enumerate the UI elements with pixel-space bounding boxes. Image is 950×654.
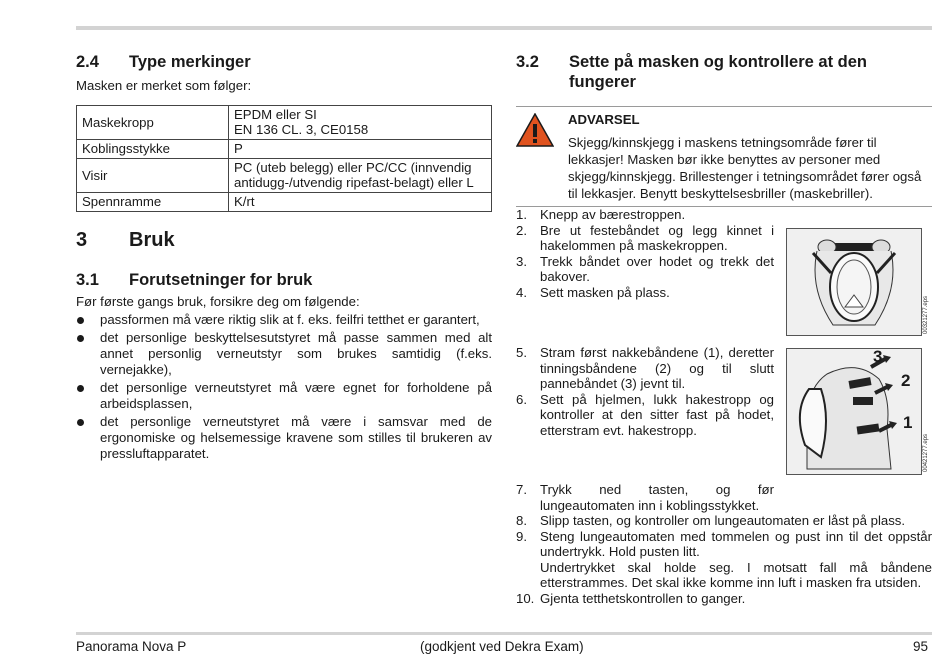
- right-column: [516, 52, 932, 207]
- steps-1-4: [516, 207, 774, 300]
- list-item: det personlige verneutstyret må være i samsvar med de ergonomiske og helsemessige kravene som stilles til brukeren av pressluftapparatet.: [76, 414, 492, 462]
- strap-tightening-figure: [786, 348, 922, 475]
- table-key: Maskekropp: [77, 106, 229, 140]
- warning-title: ADVARSEL: [568, 112, 640, 127]
- section-title: Sette på masken og kontrollere at den fungerer: [569, 53, 867, 91]
- footer-approval: (godkjent ved Dekra Exam): [420, 639, 584, 654]
- section-3-2-heading: [516, 52, 932, 92]
- table-row: [77, 193, 492, 212]
- list-item: passformen må være riktig slik at f. eks. feilfri tetthet er garantert,: [76, 312, 492, 328]
- table-row: [77, 159, 492, 193]
- step-note: Undertrykket skal holde seg. I motsatt fall må båndene etterstrammes. Det skal ikke komme inn luft i masken fra utsiden.: [540, 559, 932, 590]
- steps-5-6: [516, 345, 774, 438]
- list-item: det personlige verneutstyret må være egnet for forholdene på arbeidsplassen,: [76, 380, 492, 412]
- bullet-icon: [77, 335, 84, 342]
- list-item: det personlige beskyttelsesutstyret må passe sammen med alt annet personlig verneutstyr som brukes samtidig (f.eks. vernejakke),: [76, 330, 492, 378]
- figure-code: 00421277.eps: [923, 433, 929, 472]
- section-2-4-heading: [76, 52, 492, 72]
- list-item: 10. Gjenta tetthetskontrollen to ganger.: [516, 590, 746, 606]
- left-column: [76, 52, 492, 464]
- table-value: EPDM eller SI EN 136 CL. 3, CE0158: [229, 106, 492, 140]
- mask-donning-figure: [786, 228, 922, 336]
- bullet-icon: [77, 419, 84, 426]
- table-value: P: [229, 140, 492, 159]
- figure-label-3: 3: [873, 347, 883, 366]
- list-item: 6. Sett på hjelmen, lukk hakestropp og kontroller at den sitter fast på hodet, etterstram evt. hakestropp.: [516, 391, 774, 438]
- figure-code: 00321277.eps: [923, 295, 929, 334]
- figure-label-2: 2: [901, 371, 911, 390]
- prerequisite-list: [76, 312, 492, 462]
- list-item: 5. Stram først nakkebåndene (1), deretter tinningsbåndene (2) og til slutt pannebåndet (3) jevnt til.: [516, 345, 774, 391]
- list-item: 9. Steng lungeautomaten med tommelen og pust inn til det oppstår undertrykk. Hold pusten litt. Undertrykket skal holde seg. I motsatt fall må båndene etterstrammes. Det skal ikke komme inn luft i masken fra utsiden.: [516, 528, 932, 590]
- section-number: 3.2: [516, 53, 539, 71]
- table-key: Koblingsstykke: [77, 140, 229, 159]
- list-item: 4. Sett masken på plass.: [516, 284, 670, 300]
- warning-triangle-icon: [516, 113, 554, 147]
- bullet-icon: [77, 317, 84, 324]
- step-7: [516, 482, 774, 513]
- table-row: [77, 106, 492, 140]
- list-item: 8. Slipp tasten, og kontroller om lungeautomaten er låst på plass.: [516, 513, 906, 528]
- table-value: PC (uteb belegg) eller PC/CC (innvendig antidugg-/utvendig ripefast-belagt) eller L: [229, 159, 492, 193]
- figure-label-1: 1: [903, 413, 913, 432]
- section-number: 3.1: [76, 271, 99, 289]
- mask-straps-illustration: [787, 229, 921, 335]
- table-value: K/rt: [229, 193, 492, 212]
- section-number: 3: [76, 229, 88, 251]
- section-title: Bruk: [129, 229, 175, 251]
- section-title: Type merkinger: [129, 53, 251, 71]
- list-item: 7. Trykk ned tasten, og før lungeautomaten inn i koblingsstykket.: [516, 482, 774, 513]
- head-mask-illustration: [787, 349, 921, 474]
- section-2-4-intro: Masken er merket som følger:: [76, 78, 252, 93]
- table-key: Spennramme: [77, 193, 229, 212]
- bullet-icon: [77, 385, 84, 392]
- section-3-1-intro: Før første gangs bruk, forsikre deg om følgende:: [76, 294, 360, 309]
- table-row: [77, 140, 492, 159]
- table-key: Visir: [77, 159, 229, 193]
- warning-box: [516, 106, 932, 207]
- warning-text: Skjegg/kinnskjegg i maskens tetningsområde fører til lekkasjer! Masken bør ikke benyttes av personer med skjegg/kinnskjegg. Brillestenger i tetningsområdet fører også til lekkasjer. Benytt beskyttelsesbriller (maskebriller).: [568, 135, 922, 201]
- section-number: 2.4: [76, 53, 99, 71]
- top-rule: [76, 26, 932, 30]
- section-3-1-heading: [76, 270, 492, 290]
- section-3-heading: [76, 228, 492, 252]
- bottom-rule: [76, 632, 932, 635]
- steps-8-10: [516, 513, 932, 606]
- list-item: 2. Bre ut festebåndet og legg kinnet i hakelommen på maskekroppen.: [516, 222, 774, 253]
- list-item: 1. Knepp av bærestroppen.: [516, 207, 686, 222]
- marking-table: [76, 105, 492, 212]
- page-number: 95: [913, 639, 929, 654]
- list-item: 3. Trekk båndet over hodet og trekk det bakover.: [516, 253, 774, 284]
- footer-product: Panorama Nova P: [76, 639, 187, 654]
- section-title: Forutsetninger for bruk: [129, 271, 313, 289]
